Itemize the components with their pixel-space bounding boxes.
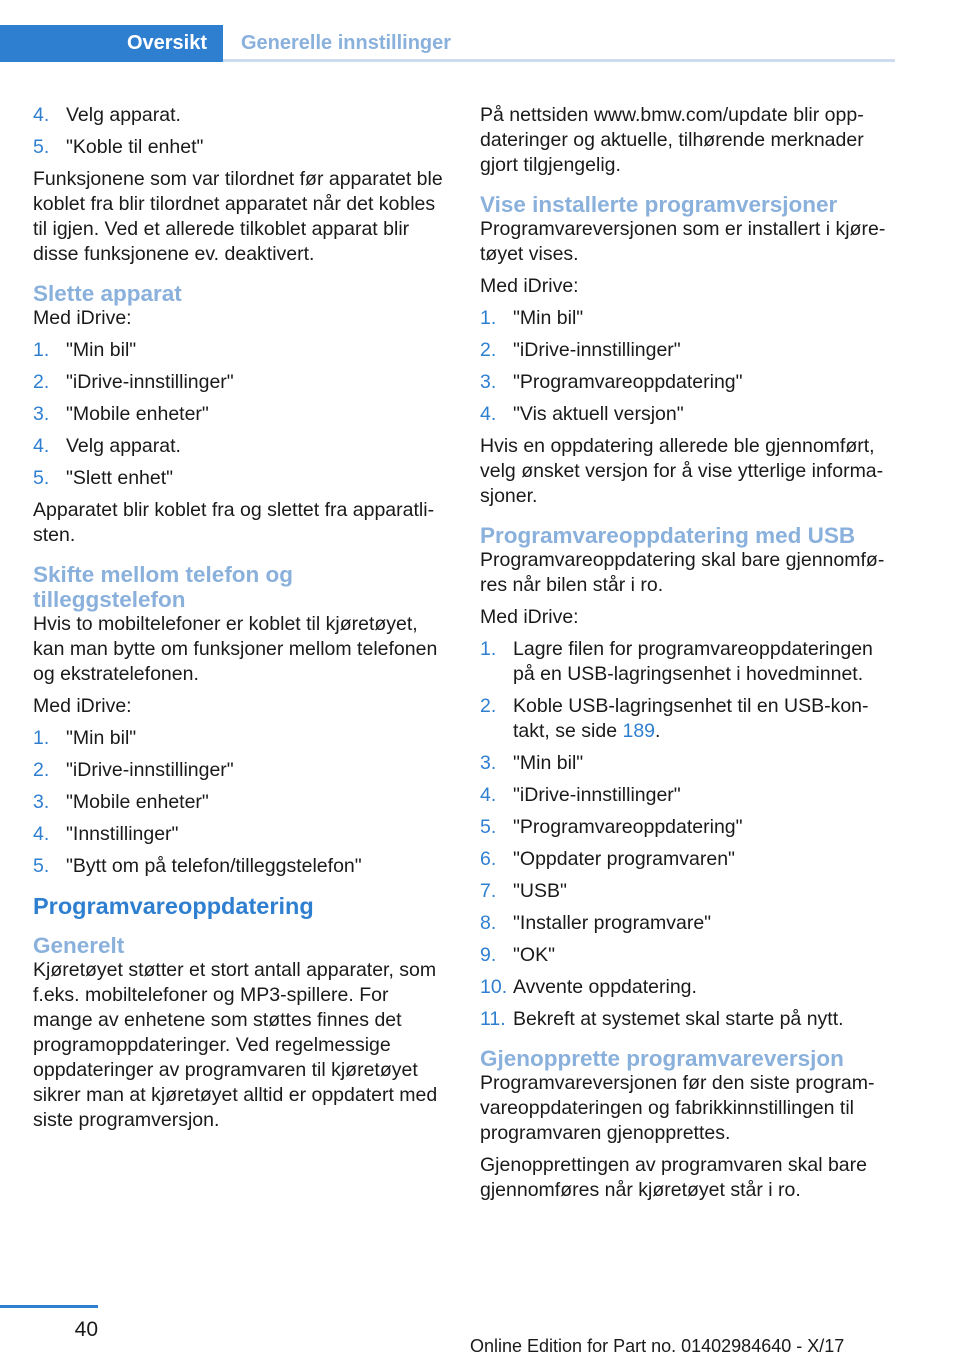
paragraph-restore: Programvareversjonen før den siste programvareoppdateringen og fabrikkinnstillingen til programvaren gjenopprettes. <box>480 1072 875 1144</box>
tab-oversikt[interactable]: Oversikt <box>0 25 223 62</box>
heading-delete-device: Slette apparat <box>33 281 182 306</box>
step-number: 5. <box>33 467 50 489</box>
list-item <box>480 306 898 331</box>
step-text: "Programvareoppdatering" <box>513 371 743 393</box>
step-number: 4. <box>33 104 50 126</box>
list-connect-steps <box>33 103 451 160</box>
list-item <box>480 751 898 776</box>
paragraph-general: Kjøretøyet støtter et stort antall apparater, som f.eks. mobiltelefoner og MP3-spillere. For mange av enhetene som støttes finnes det programoppdateringer. Ved regelmessige oppdateringer av programvaren til kjøretøyet sikrer man at kjøretøyet alltid er oppdatert med siste programversjon. <box>33 959 438 1131</box>
step-number: 1. <box>33 727 50 749</box>
step-number: 11. <box>480 1008 506 1030</box>
tab-generelle-innstillinger[interactable]: Generelle innstillinger <box>241 32 452 54</box>
step-text: "Slett enhet" <box>66 467 174 489</box>
paragraph-show-versions: Programvareversjonen som er installert i kjøretøyet vises. <box>480 218 886 265</box>
list-item <box>33 338 451 363</box>
step-text: "iDrive-innstillinger" <box>513 339 681 361</box>
paragraph-usb: Programvareoppdatering skal bare gjennomføres når bilen står i ro. <box>480 549 885 596</box>
step-text: "Mobile enheter" <box>66 403 209 425</box>
list-item <box>33 726 451 751</box>
step-text: "Min bil" <box>513 307 584 329</box>
page-number: 40 <box>74 1318 98 1341</box>
step-number: 3. <box>480 371 497 393</box>
step-number: 4. <box>33 435 50 457</box>
list-usb-steps <box>480 637 898 744</box>
list-item <box>480 847 898 872</box>
step-number: 3. <box>33 791 50 813</box>
step-text: "Mobile enheter" <box>66 791 209 813</box>
list-item <box>33 370 451 395</box>
list-item <box>480 943 898 968</box>
list-item <box>480 402 898 427</box>
heading-switch-phone: Skifte mellom telefon og tilleggstelefon <box>33 562 294 612</box>
step-text: "Min bil" <box>66 727 137 749</box>
list-item <box>480 694 898 744</box>
list-delete-steps <box>33 338 451 491</box>
paragraph-restore-2: Gjenopprettingen av programvaren skal bare gjennomføres når kjøretøyet står i ro. <box>480 1154 867 1201</box>
list-item <box>33 434 451 459</box>
step-text: "iDrive-innstillinger" <box>66 371 234 393</box>
step-text: "Min bil" <box>513 752 584 774</box>
step-text: "iDrive-innstillinger" <box>66 759 234 781</box>
step-text: "Programvareoppdatering" <box>513 816 743 838</box>
list-version-steps <box>480 306 898 427</box>
list-item <box>33 758 451 783</box>
list-item <box>33 790 451 815</box>
step-number: 5. <box>480 816 497 838</box>
edition-text: Online Edition for Part no. 01402984640 - X/17 <box>470 1336 845 1356</box>
paragraph-functions: Funksjonene som var tilordnet før apparatet ble koblet fra blir tilordnet apparatet når det kobles til igjen. Ved et allerede tilkoblet apparat blir disse funksjonene ev. deaktivert. <box>33 168 443 265</box>
header-rule <box>223 59 895 62</box>
list-item <box>480 1007 898 1032</box>
page-link-189[interactable]: 189 <box>622 720 656 742</box>
paragraph-idrive: Med iDrive: <box>480 275 579 297</box>
step-number: 2. <box>480 695 497 717</box>
step-number: 2. <box>33 371 50 393</box>
paragraph-switch: Hvis to mobiltelefoner er koblet til kjøretøyet, kan man bytte om funksjoner mellom telefonen og ekstratelefonen. <box>33 613 438 685</box>
step-number: 4. <box>33 823 50 845</box>
step-number: 5. <box>33 136 50 158</box>
step-number: 8. <box>480 912 497 934</box>
right-column <box>480 103 898 1210</box>
list-item <box>480 975 898 1000</box>
step-text: "iDrive-innstillinger" <box>513 784 681 806</box>
step-text: "OK" <box>513 944 556 966</box>
step-text: "Koble til enhet" <box>66 136 204 158</box>
step-text: Velg apparat. <box>66 435 181 457</box>
paragraph-update-done: Hvis en oppdatering allerede ble gjennomført, velg ønsket versjon for å vise ytterlige informasjoner. <box>480 435 884 507</box>
step-number: 5. <box>33 855 50 877</box>
list-item <box>33 822 451 847</box>
step-number: 2. <box>33 759 50 781</box>
step-number: 7. <box>480 880 497 902</box>
step-text: "Bytt om på telefon/tilleggstelefon" <box>66 855 362 877</box>
paragraph-idrive: Med iDrive: <box>33 307 132 329</box>
step-number: 1. <box>480 307 497 329</box>
step-text: Lagre filen for programvareoppdateringen på en USB-lagringsenhet i hovedminnet. <box>513 638 873 685</box>
step-text: Avvente oppdatering. <box>513 976 697 998</box>
list-item <box>33 466 451 491</box>
step-text: "Vis aktuell versjon" <box>513 403 684 425</box>
list-item <box>480 338 898 363</box>
step-text: "Innstillinger" <box>66 823 179 845</box>
step-number: 2. <box>480 339 497 361</box>
left-column <box>33 103 451 1140</box>
heading-software-update: Programvareoppdatering <box>33 893 314 919</box>
paragraph-website: På nettsiden www.bmw.com/update blir oppdateringer og aktuelle, tilhørende merknader gjort tilgjengelig. <box>480 104 864 176</box>
step-number: 9. <box>480 944 497 966</box>
heading-restore-version: Gjenopprette programvareversjon <box>480 1046 844 1071</box>
list-item <box>480 815 898 840</box>
step-text: Koble USB-lagringsenhet til en USB-kontakt, se side <box>513 695 869 742</box>
step-number: 10. <box>480 976 508 998</box>
step-text-end: . <box>655 720 661 742</box>
step-text: "USB" <box>513 880 567 902</box>
paragraph-device-deleted: Apparatet blir koblet fra og slettet fra apparatlisten. <box>33 499 435 546</box>
step-number: 4. <box>480 403 497 425</box>
paragraph-idrive: Med iDrive: <box>480 606 579 628</box>
list-item <box>33 135 451 160</box>
list-item <box>33 854 451 879</box>
heading-show-versions: Vise installerte programversjoner <box>480 192 838 217</box>
list-item <box>480 911 898 936</box>
step-text: "Installer programvare" <box>513 912 712 934</box>
step-text: Velg apparat. <box>66 104 181 126</box>
step-number: 4. <box>480 784 497 806</box>
step-text: "Min bil" <box>66 339 137 361</box>
page-header <box>0 25 895 62</box>
list-usb-steps-continued <box>480 751 898 1032</box>
list-item <box>480 370 898 395</box>
list-item <box>480 879 898 904</box>
list-item <box>33 103 451 128</box>
paragraph-idrive: Med iDrive: <box>33 695 132 717</box>
step-number: 1. <box>480 638 497 660</box>
step-number: 6. <box>480 848 497 870</box>
list-item <box>480 783 898 808</box>
list-switch-steps <box>33 726 451 879</box>
step-number: 3. <box>33 403 50 425</box>
list-item <box>33 402 451 427</box>
step-text: Bekreft at systemet skal starte på nytt. <box>513 1008 844 1030</box>
step-number: 1. <box>33 339 50 361</box>
list-item <box>480 637 898 687</box>
step-text: "Oppdater programvaren" <box>513 848 735 870</box>
heading-general: Generelt <box>33 933 125 958</box>
step-number: 3. <box>480 752 497 774</box>
heading-usb-update: Programvareoppdatering med USB <box>480 523 856 548</box>
footer-rule <box>0 1305 98 1308</box>
